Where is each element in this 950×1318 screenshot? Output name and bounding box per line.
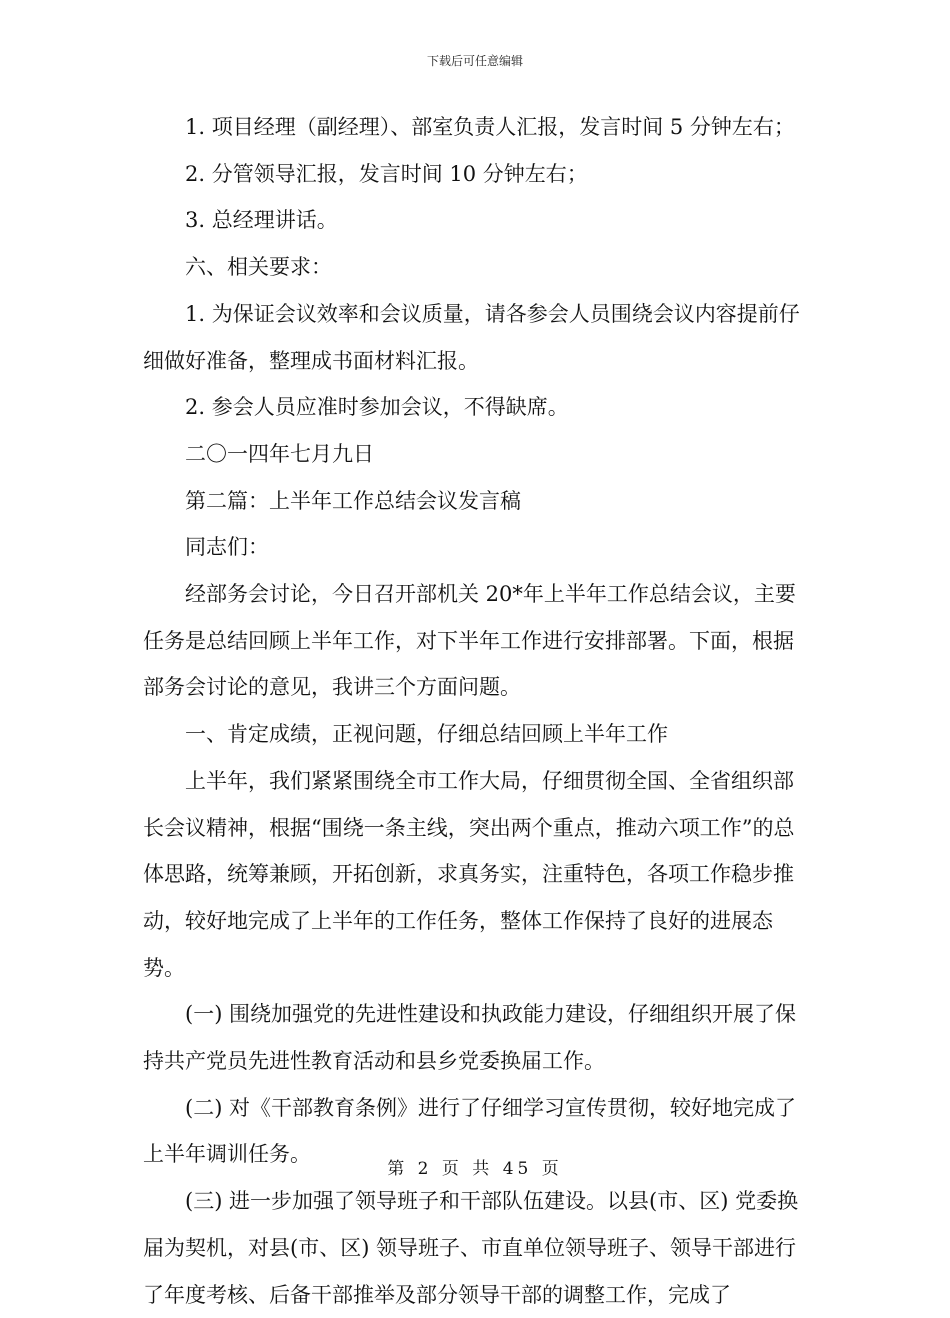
- chapter-title: 第二篇：上半年工作总结会议发言稿: [185, 488, 521, 513]
- paragraph-item-three: (三) 进一步加强了领导班子和干部队伍建设。以县(市、区) 党委换届为契机，对县(市、区) 领导班子、市直单位领导班子、领导干部进行了年度考核、后备干部推举及部分领导干部的调整工作，完成了: [143, 1189, 799, 1307]
- page-footer: 第 2 页 共 45 页: [387, 1159, 563, 1179]
- section-heading-requirements: 六、相关要求：: [185, 255, 332, 280]
- salutation: 同志们：: [185, 535, 269, 560]
- paragraph-report-item-3: 3. 总经理讲话。: [185, 208, 338, 233]
- paragraph-item-two: (二) 对《干部教育条例》进行了仔细学习宣传贯彻，较好地完成了上半年调训任务。: [143, 1095, 797, 1167]
- date-line: 二〇一四年七月九日: [185, 441, 374, 466]
- page-header: 下载后可任意编辑: [426, 54, 523, 68]
- paragraph-intro: 经部务会讨论，今日召开部机关 20*年上半年工作总结会议，主要任务是总结回顾上半年工作，对下半年工作进行安排部署。下面，根据部务会讨论的意见，我讲三个方面问题。: [143, 582, 796, 700]
- paragraph-first-half-summary: 上半年，我们紧紧围绕全市工作大局，仔细贯彻全国、全省组织部长会议精神，根据“围绕一条主线，突出两个重点，推动六项工作”的总体思路，统筹兼顾，开拓创新，求真务实，注重特色，各项工作稳步推动，较好地完成了上半年的工作任务，整体工作保持了良好的进展态势。: [143, 768, 795, 980]
- paragraph-requirement-2: 2. 参会人员应准时参加会议，不得缺席。: [185, 395, 569, 420]
- paragraph-requirement-1: 1. 为保证会议效率和会议质量，请各参会人员围绕会议内容提前仔细做好准备，整理成书面材料汇报。: [143, 301, 800, 373]
- paragraph-report-item-1: 1. 项目经理（副经理）、部室负责人汇报，发言时间 5 分钟左右；: [185, 115, 795, 139]
- paragraph-report-item-2: 2. 分管领导汇报，发言时间 10 分钟左右；: [185, 161, 588, 186]
- section-heading-review: 一、肯定成绩，正视问题，仔细总结回顾上半年工作: [185, 722, 668, 747]
- document-body: [143, 104, 811, 1318]
- paragraph-item-one: (一) 围绕加强党的先进性建设和执政能力建设，仔细组织开展了保持共产党员先进性教育活动和县乡党委换届工作。: [143, 1002, 797, 1074]
